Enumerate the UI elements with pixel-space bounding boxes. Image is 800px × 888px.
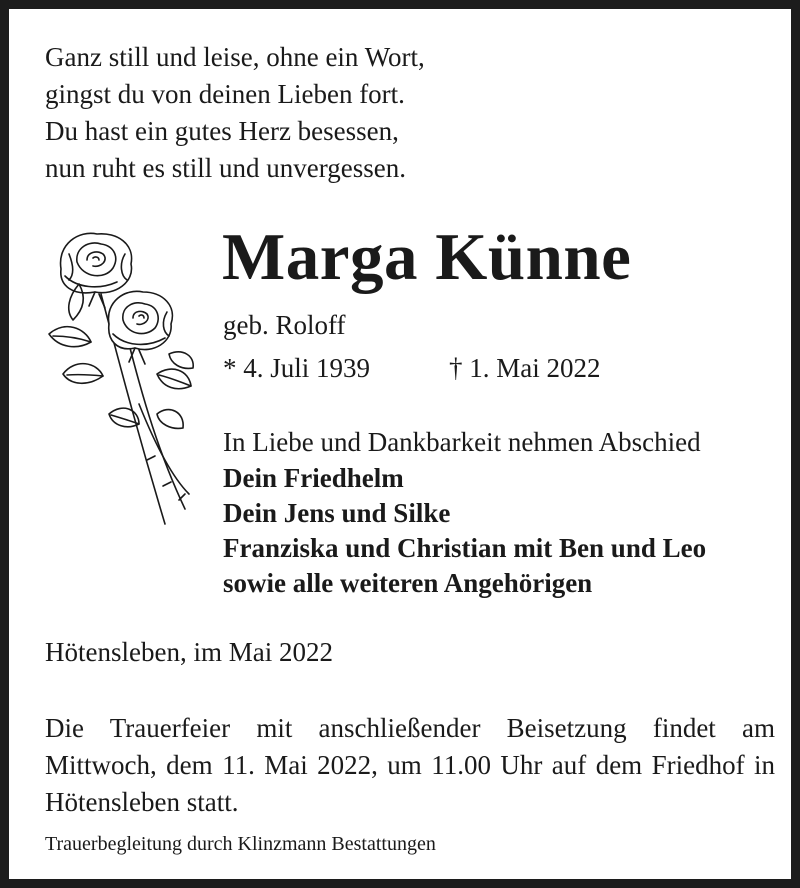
undertaker-credit: Trauerbegleitung durch Klinzmann Bestattungen <box>45 833 436 855</box>
mourner-line: Franziska und Christian mit Ben und Leo <box>223 533 707 563</box>
poem-line: Du hast ein gutes Herz besessen, <box>45 116 399 146</box>
poem-line: Ganz still und leise, ohne ein Wort, <box>45 42 425 72</box>
birth-date: * 4. Juli 1939 <box>223 353 371 383</box>
mourner-line: Dein Friedhelm <box>223 463 404 493</box>
funeral-service-info: Die Trauerfeier mit anschließender Beisetzung findet am Mittwoch, dem 11. Mai 2022, um 11.00 Uhr auf dem Friedhof in Hötensleben statt. <box>45 713 775 817</box>
poem <box>45 39 425 187</box>
poem-line: gingst du von deinen Lieben fort. <box>45 79 405 109</box>
life-dates <box>223 353 601 384</box>
poem-line: nun ruht es still und unvergessen. <box>45 153 406 183</box>
mourner-line: Dein Jens und Silke <box>223 498 451 528</box>
death-date: † 1. Mai 2022 <box>449 353 601 383</box>
mourners-list <box>223 461 706 601</box>
mourner-line: sowie alle weiteren Angehörigen <box>223 568 593 598</box>
farewell-intro: In Liebe und Dankbarkeit nehmen Abschied <box>223 427 701 457</box>
birth-name: geb. Roloff <box>223 310 346 340</box>
deceased-name: Marga Künne <box>222 220 632 294</box>
place-date: Hötensleben, im Mai 2022 <box>45 637 333 667</box>
rose-icon <box>39 224 199 534</box>
